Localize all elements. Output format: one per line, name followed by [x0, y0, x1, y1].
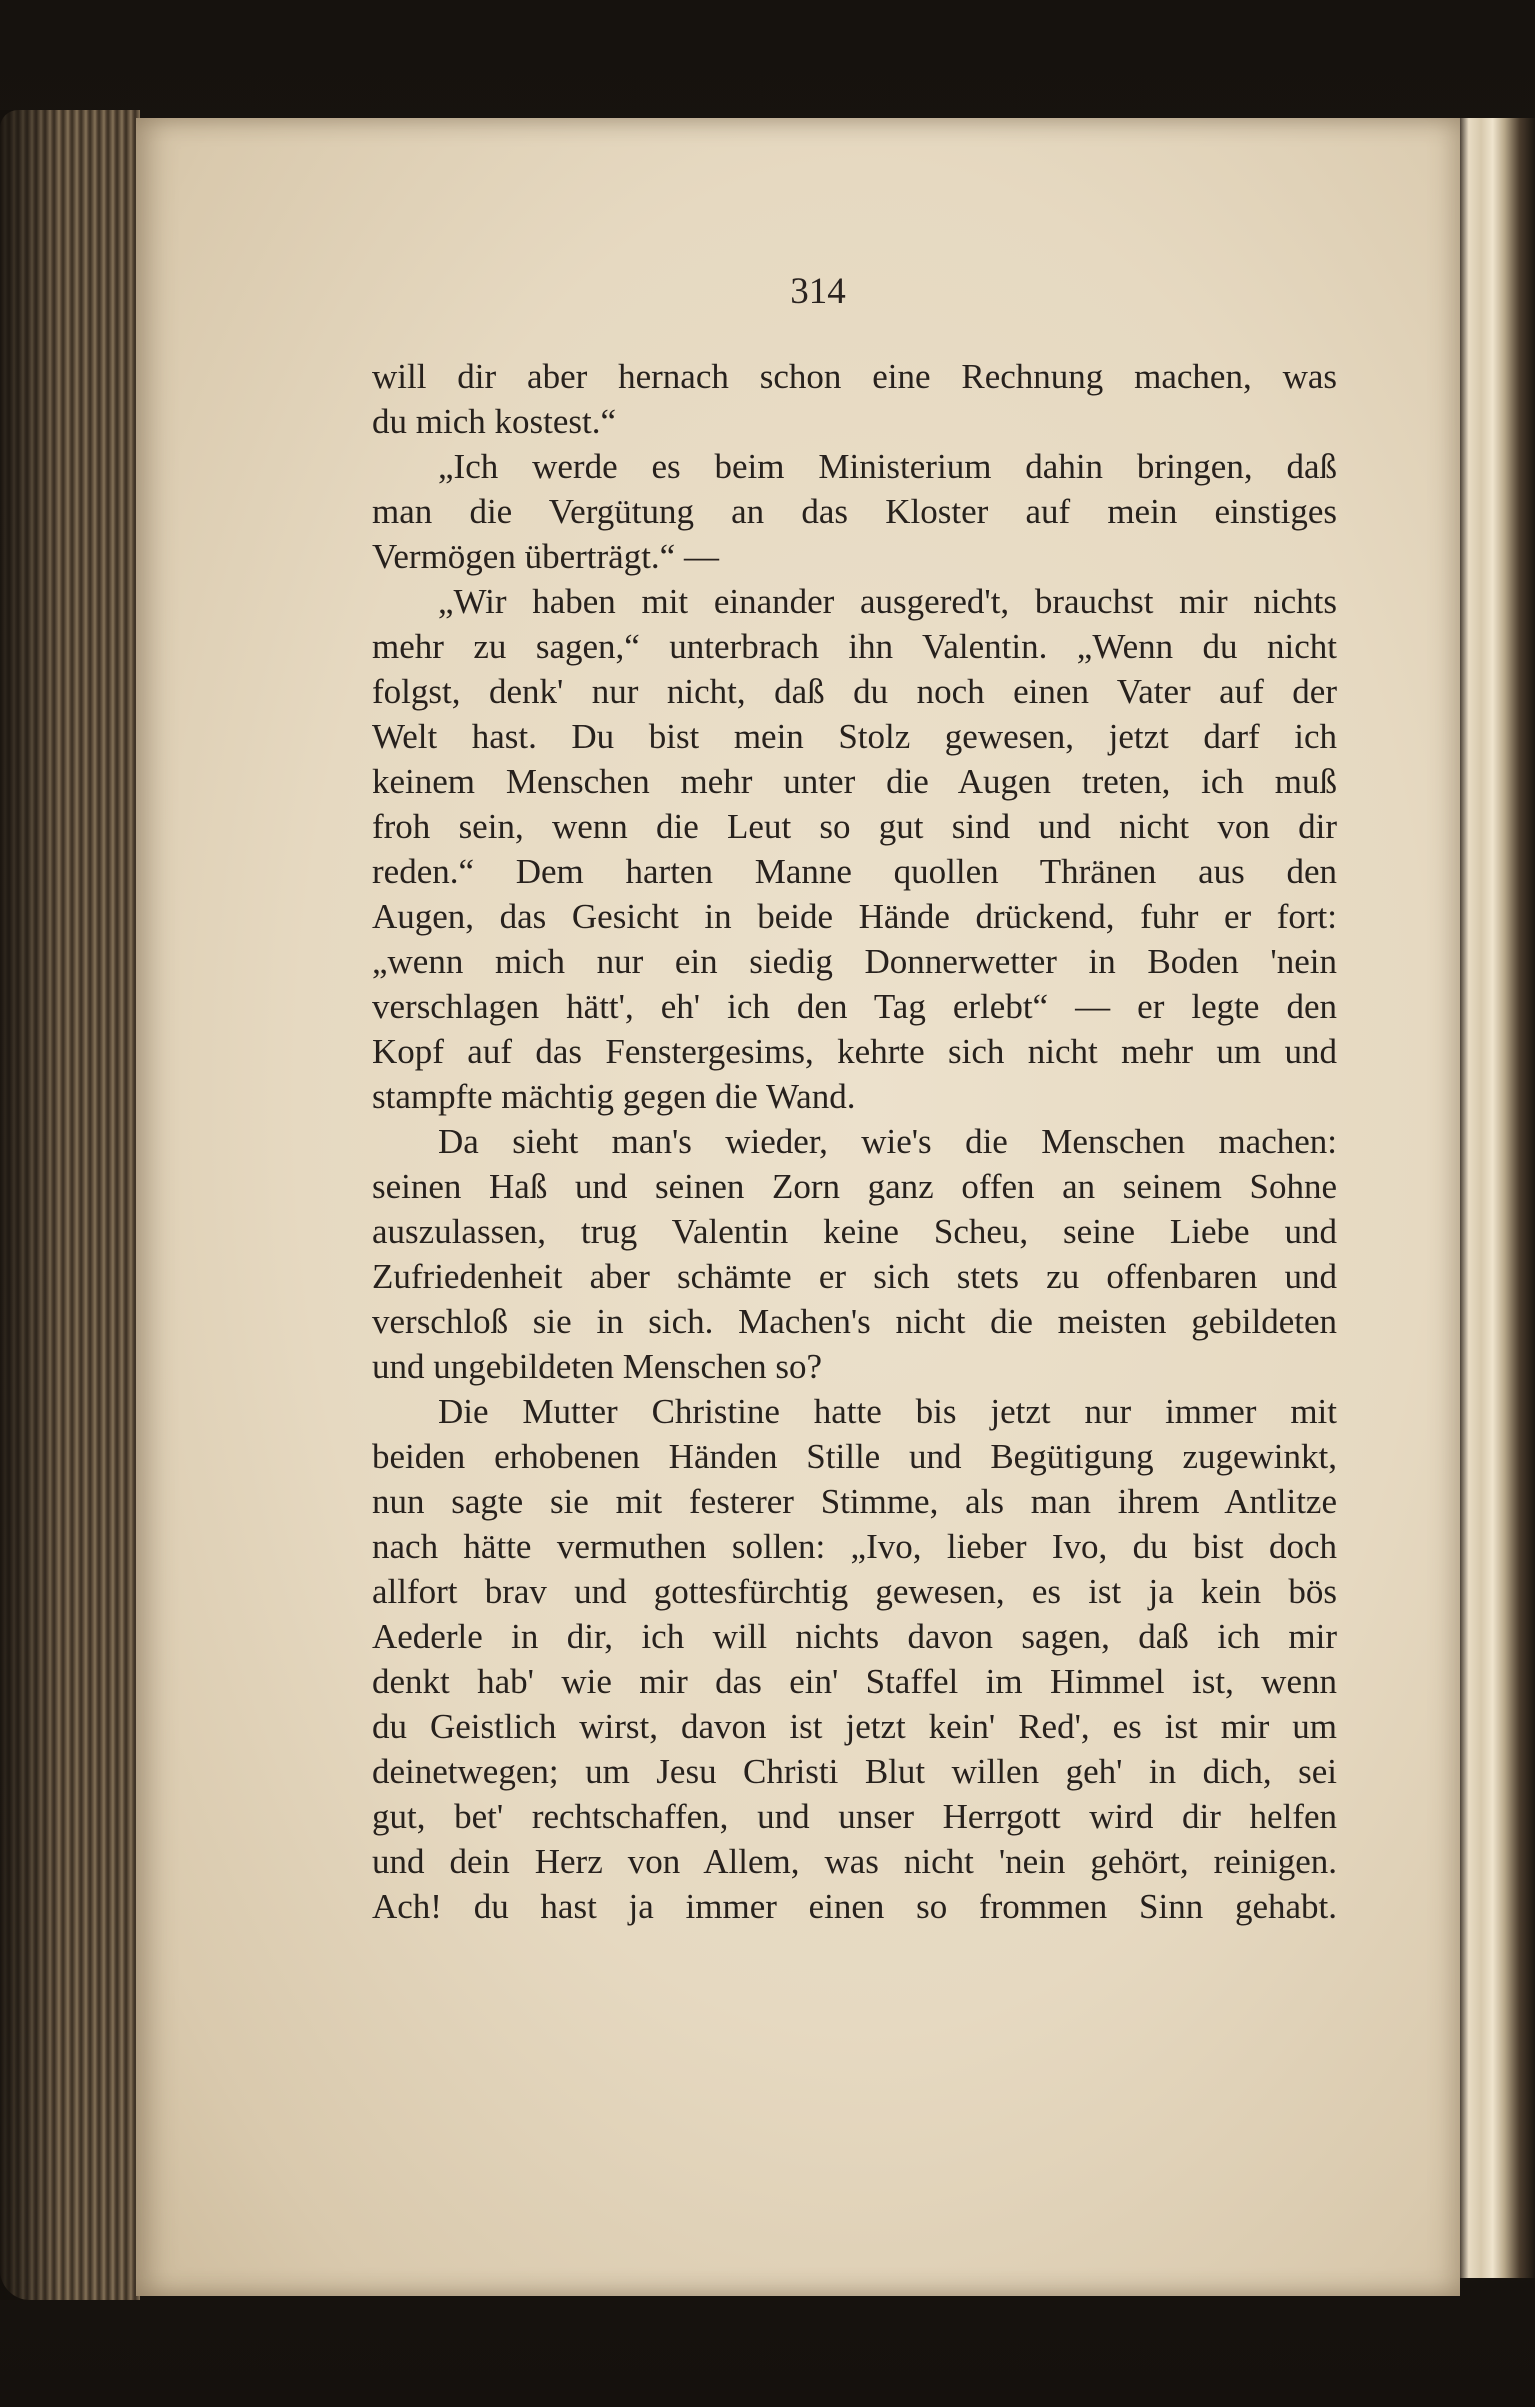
right-page-edges	[1458, 118, 1535, 2278]
text-line: allfort brav und gottesfürchtig gewesen, es ist ja kein bös	[372, 1572, 1337, 1611]
page-number: 314	[790, 271, 846, 312]
text-line: Kopf auf das Fenstergesims, kehrte sich nicht mehr um und	[372, 1032, 1337, 1071]
text-line: nach hätte vermuthen sollen: „Ivo, lieber Ivo, du bist doch	[372, 1527, 1337, 1566]
text-line: Vermögen überträgt.“ —	[372, 537, 719, 576]
text-line: man die Vergütung an das Kloster auf mein einstiges	[372, 492, 1337, 531]
text-line: „Ich werde es beim Ministerium dahin bringen, daß	[438, 447, 1337, 486]
text-line: reden.“ Dem harten Manne quollen Thränen aus den	[372, 852, 1337, 891]
text-line: denkt hab' wie mir das ein' Staffel im Himmel ist, wenn	[372, 1662, 1337, 1701]
text-line: du Geistlich wirst, davon ist jetzt kein' Red', es ist mir um	[372, 1707, 1337, 1746]
text-line: und ungebildeten Menschen so?	[372, 1347, 823, 1386]
left-page-edges	[0, 110, 140, 2300]
text-line: verschlagen hätt', eh' ich den Tag erlebt“ — er legte den	[372, 987, 1337, 1026]
text-line: stampfte mächtig gegen die Wand.	[372, 1077, 856, 1116]
text-line: „Wir haben mit einander ausgered't, brauchst mir nichts	[438, 582, 1337, 621]
text-line: deinetwegen; um Jesu Christi Blut willen geh' in dich, sei	[372, 1752, 1337, 1791]
text-line: Aederle in dir, ich will nichts davon sagen, daß ich mir	[372, 1617, 1337, 1656]
text-line: mehr zu sagen,“ unterbrach ihn Valentin. „Wenn du nicht	[372, 627, 1337, 666]
text-line: froh sein, wenn die Leut so gut sind und nicht von dir	[372, 807, 1337, 846]
text-line: will dir aber hernach schon eine Rechnung machen, was	[372, 357, 1337, 396]
text-line: Welt hast. Du bist mein Stolz gewesen, jetzt darf ich	[372, 717, 1337, 756]
text-line: seinen Haß und seinen Zorn ganz offen an seinem Sohne	[372, 1167, 1337, 1206]
text-line: nun sagte sie mit festerer Stimme, als man ihrem Antlitze	[372, 1482, 1337, 1521]
text-line: Da sieht man's wieder, wie's die Menschen machen:	[438, 1122, 1337, 1161]
text-line: „wenn mich nur ein siedig Donnerwetter in Boden 'nein	[372, 942, 1337, 981]
text-line: folgst, denk' nur nicht, daß du noch einen Vater auf der	[372, 672, 1337, 711]
text-line: du mich kostest.“	[372, 402, 616, 441]
text-line: Zufriedenheit aber schämte er sich stets zu offenbaren und	[372, 1257, 1337, 1296]
text-line: keinem Menschen mehr unter die Augen treten, ich muß	[372, 762, 1337, 801]
text-line: verschloß sie in sich. Machen's nicht die meisten gebildeten	[372, 1302, 1337, 1341]
text-line: Ach! du hast ja immer einen so frommen Sinn gehabt.	[372, 1887, 1337, 1926]
text-line: gut, bet' rechtschaffen, und unser Herrgott wird dir helfen	[372, 1797, 1337, 1836]
page-text	[372, 354, 1337, 1929]
text-line: und dein Herz von Allem, was nicht 'nein gehört, reinigen.	[372, 1842, 1337, 1881]
text-line: beiden erhobenen Händen Stille und Begütigung zugewinkt,	[372, 1437, 1337, 1476]
text-line: Die Mutter Christine hatte bis jetzt nur immer mit	[438, 1392, 1337, 1431]
text-line: Augen, das Gesicht in beide Hände drückend, fuhr er fort:	[372, 897, 1337, 936]
text-line: auszulassen, trug Valentin keine Scheu, seine Liebe und	[372, 1212, 1337, 1251]
